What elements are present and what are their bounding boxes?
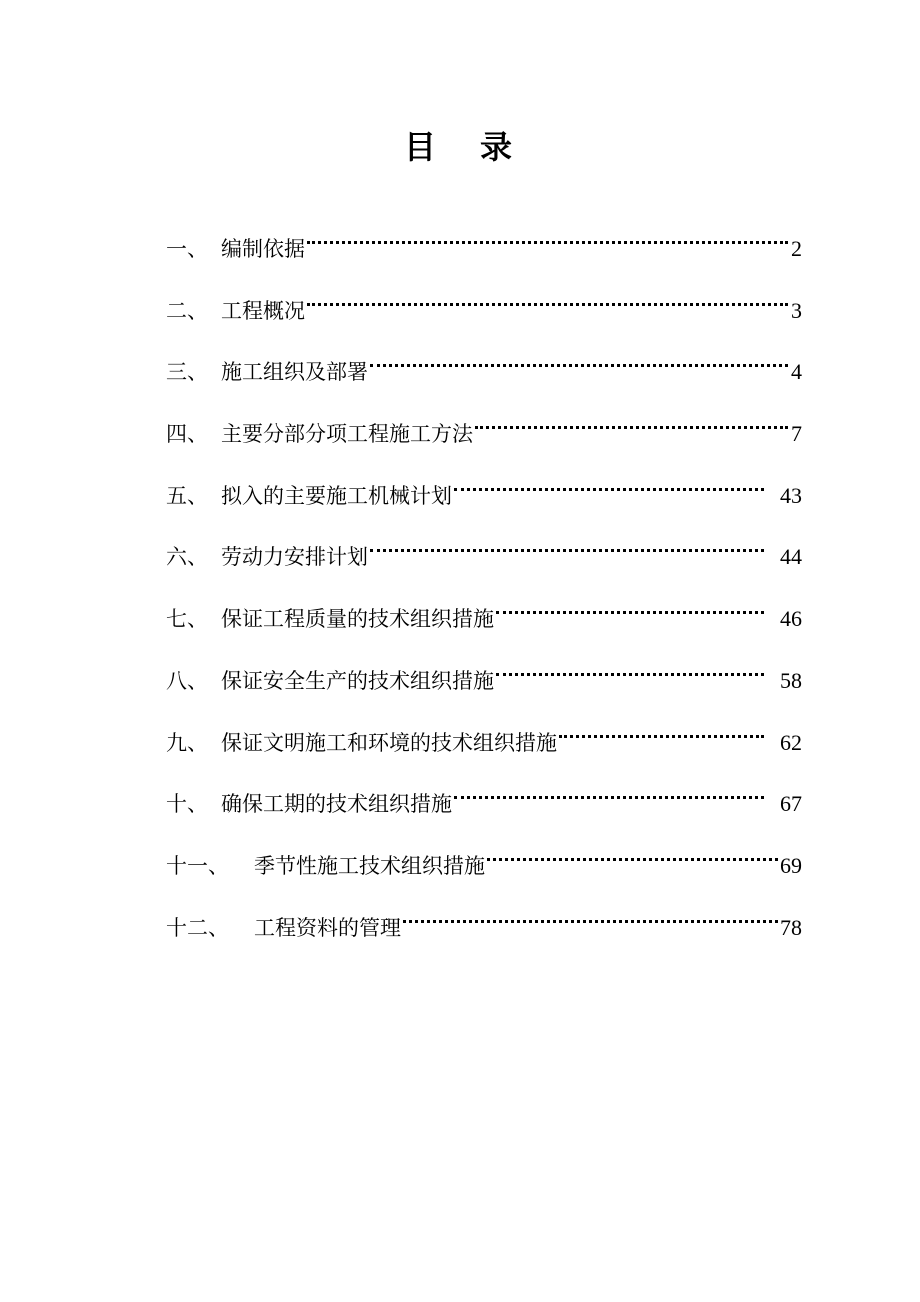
toc-number: 四、 [166, 422, 208, 447]
toc-entry-9[interactable] [166, 708, 802, 770]
toc-dot-leader [496, 646, 764, 688]
toc-page-number: 46 [780, 606, 802, 632]
page-title [0, 122, 920, 168]
toc-title: 工程资料的管理 [254, 915, 401, 940]
toc-number: 五、 [166, 483, 208, 508]
toc-number: 一、 [166, 237, 208, 261]
toc-number: 九、 [166, 730, 208, 755]
toc-page-number: 67 [780, 791, 802, 817]
toc-dot-leader [403, 893, 778, 935]
toc-page-number: 2 [791, 236, 802, 261]
toc-page-number: 44 [780, 544, 802, 570]
toc-page-number: 43 [780, 482, 802, 508]
toc-dot-leader [307, 214, 788, 256]
toc-number: 十、 [166, 792, 208, 817]
toc-title: 编制依据 [221, 237, 305, 261]
toc-dot-leader [475, 399, 788, 441]
toc-title: 确保工期的技术组织措施 [221, 792, 452, 817]
toc-entry-8[interactable] [166, 646, 802, 708]
toc-title: 保证工程质量的技术组织措施 [221, 607, 494, 632]
toc-title: 劳动力安排计划 [221, 545, 368, 570]
toc-page-number: 62 [780, 729, 802, 755]
toc-dot-leader [559, 708, 764, 750]
toc-dot-leader [307, 276, 788, 318]
toc-dot-leader [454, 769, 764, 811]
toc-dot-leader [496, 584, 764, 626]
title-char-2: 录 [480, 128, 517, 166]
toc-page-number: 4 [791, 359, 802, 385]
toc-entry-6[interactable] [166, 522, 802, 584]
toc-title: 季节性施工技术组织措施 [254, 853, 485, 878]
toc-entry-3[interactable] [166, 337, 802, 399]
toc-entry-10[interactable] [166, 769, 802, 831]
title-char-1: 目 [403, 128, 440, 166]
toc-entry-1[interactable] [166, 214, 802, 276]
toc-dot-leader [454, 461, 764, 503]
toc-number: 八、 [166, 668, 208, 693]
toc-number: 七、 [166, 607, 208, 632]
toc-entry-7[interactable] [166, 584, 802, 646]
toc-title: 保证安全生产的技术组织措施 [221, 668, 494, 693]
toc-title: 主要分部分项工程施工方法 [221, 422, 473, 447]
toc-page-number: 69 [780, 852, 802, 878]
toc-dot-leader [370, 522, 764, 564]
toc-number: 六、 [166, 545, 208, 570]
toc-title: 拟入的主要施工机械计划 [221, 483, 452, 508]
toc-dot-leader [487, 831, 778, 873]
toc-title: 施工组织及部署 [221, 360, 368, 385]
toc-page-number: 58 [780, 667, 802, 693]
toc-title: 工程概况 [221, 298, 305, 323]
toc-title: 保证文明施工和环境的技术组织措施 [221, 730, 557, 755]
table-of-contents [166, 214, 802, 954]
toc-number: 三、 [166, 360, 208, 385]
toc-entry-4[interactable] [166, 399, 802, 461]
toc-page-number: 3 [791, 297, 802, 323]
toc-number: 十二、 [166, 915, 229, 940]
toc-number: 二、 [166, 298, 208, 323]
toc-dot-leader [370, 337, 788, 379]
toc-entry-12[interactable] [166, 893, 802, 955]
toc-entry-5[interactable] [166, 461, 802, 523]
toc-number: 十一、 [166, 853, 229, 878]
toc-page-number: 7 [791, 421, 802, 447]
toc-page-number: 78 [780, 914, 802, 940]
toc-entry-2[interactable] [166, 276, 802, 338]
toc-entry-11[interactable] [166, 831, 802, 893]
